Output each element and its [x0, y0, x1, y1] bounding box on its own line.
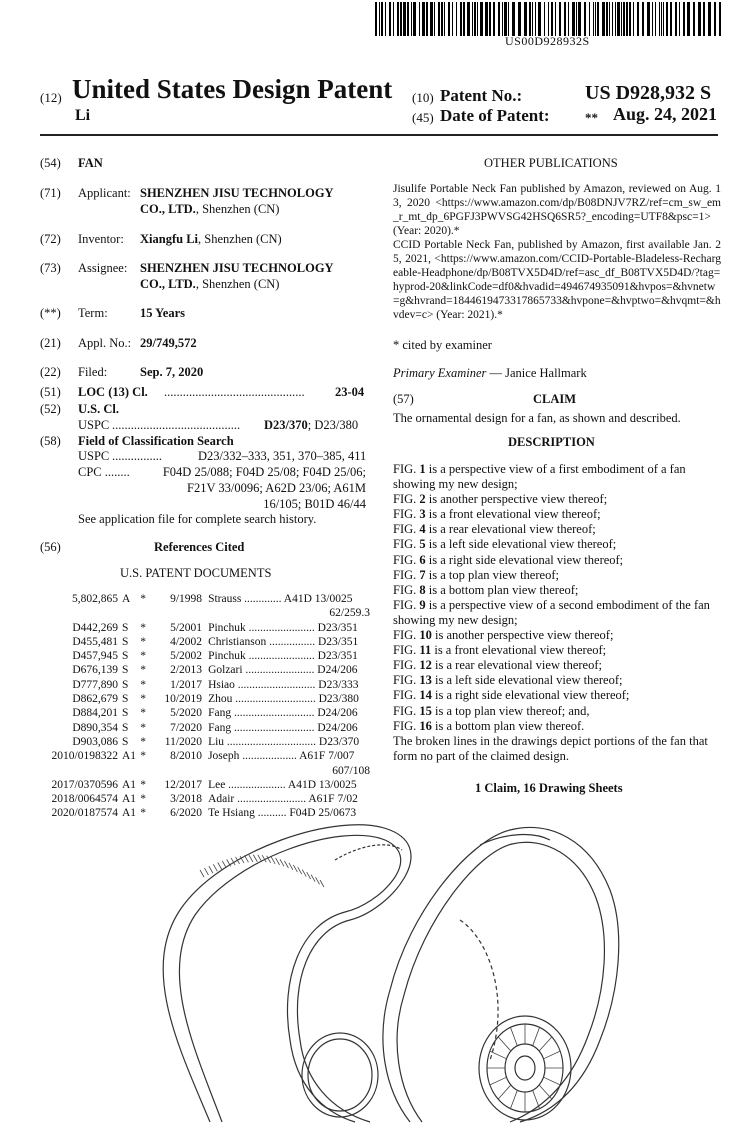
loc-value: 23-04 [335, 385, 365, 399]
reference-date: 3/2018 [170, 793, 203, 806]
reference-name: Te Hsiang .......... F04D 25/0673 [208, 807, 357, 820]
publication-2: CCID Portable Neck Fan, published by Amazon, first available Jan. 25, 2021, <https://www.amazon.com/CCID-Portable-Bladeless-Rechargeable-Headphone/dp/B08TVX5D4D/ref=asc_df_B08TVX5D4D/?tag=hyprod-20&linkCode=df0&hvadid=494674935091&hvpos=&hvnetw=g&hvrand=1844619473317865733&hvpone=&hvptwo=&hvqmt=&hvdev=c> (Year: 2021).* [393, 239, 721, 321]
reference-number: D890,354 [72, 721, 118, 734]
reference-star: * [140, 664, 146, 677]
reference-row [18, 635, 370, 649]
reference-kind: S [122, 621, 129, 634]
us-cl-label: U.S. Cl. [78, 402, 119, 416]
reference-name: Adair ........................ A61F 7/02 [208, 793, 358, 806]
reference-date: 5/2020 [170, 707, 203, 720]
claim-text: The ornamental design for a fan, as shown and described. [393, 411, 681, 425]
field-71-tag: (71) [40, 186, 61, 200]
reference-number: 5,802,865 [72, 593, 118, 605]
field-search-uspc-value: D23/332–333, 351, 370–385, 411 [198, 449, 367, 463]
reference-date: 5/2001 [170, 621, 203, 634]
us-cl-value: D23/370; D23/380 [264, 418, 359, 432]
loc-label: LOC (13) Cl. [78, 385, 148, 399]
reference-date: 11/2020 [164, 735, 203, 748]
reference-kind: A1 [122, 807, 137, 820]
neck-fan-drawing [140, 800, 660, 1125]
reference-date: 12/2017 [164, 778, 203, 791]
reference-number: D676,139 [72, 664, 118, 677]
figure-description: FIG. 13 is a left side elevational view thereof; [393, 673, 623, 688]
figure-description: FIG. 11 is a front elevational view thereof; [393, 643, 607, 658]
reference-number: D777,890 [72, 678, 118, 691]
reference-name: Fang ............................ D24/206 [208, 707, 358, 720]
search-history-note: See application file for complete search history. [78, 512, 317, 526]
reference-number: D884,201 [72, 707, 118, 720]
reference-row [18, 678, 370, 692]
field-72-tag: (72) [40, 232, 61, 246]
figure-description: FIG. 7 is a top plan view thereof; [393, 567, 559, 582]
figure-description: FIG. 14 is a right side elevational view thereof; [393, 688, 630, 703]
figure-description: FIG. 5 is a left side elevational view thereof; [393, 537, 617, 552]
reference-kind: S [122, 678, 129, 691]
figure-description: FIG. 1 is a perspective view of a first embodiment of a fan showing my new design; [393, 462, 686, 492]
reference-star: * [140, 735, 146, 748]
reference-name: Pinchuk ....................... D23/351 [208, 621, 358, 634]
us-patent-docs-heading: U.S. PATENT DOCUMENTS [120, 566, 272, 580]
barcode [375, 2, 722, 36]
patent-type-title: United States Design Patent [72, 74, 393, 104]
us-cl-dots: ......................................... [112, 418, 241, 432]
reference-number: 2010/0198322 [51, 750, 118, 763]
term-value: 15 Years [140, 306, 186, 320]
tag-10: (10) [412, 90, 434, 105]
reference-number: D903,086 [72, 735, 118, 748]
field-57-tag: (57) [393, 392, 414, 406]
field-search-uspc-label: USPC [78, 449, 110, 463]
reference-star: * [140, 593, 146, 605]
reference-star: * [140, 750, 146, 763]
reference-name: Golzari ........................ D24/206 [208, 664, 358, 677]
reference-date: 10/2019 [164, 693, 203, 706]
reference-name: Hsiao ........................... D23/333 [208, 678, 359, 691]
reference-date: 6/2020 [170, 807, 203, 820]
cpc-line-3: 16/105; B01D 46/44 [263, 497, 366, 511]
reference-date: 2/2013 [170, 664, 203, 677]
reference-star: * [140, 807, 146, 820]
applicant-label: Applicant: [78, 186, 131, 200]
filed-value: Sep. 7, 2020 [140, 365, 204, 379]
assignee-name: SHENZHEN JISU TECHNOLOGY [140, 261, 334, 275]
cpc-line-2: F21V 33/0096; A62D 23/06; A61M [187, 481, 366, 495]
other-publications-heading: OTHER PUBLICATIONS [484, 156, 618, 170]
assignee-label: Assignee: [78, 261, 128, 275]
reference-name: Fang ............................ D24/206 [208, 721, 358, 734]
reference-kind: S [122, 635, 129, 648]
cpc-line-1: F04D 25/088; F04D 25/08; F04D 25/06; [162, 465, 366, 479]
figure-description: FIG. 9 is a perspective view of a second embodiment of the fan showing my new design; [393, 597, 710, 627]
reference-number: 2018/0064574 [51, 793, 118, 806]
reference-row [18, 778, 370, 792]
field-52-tag: (52) [40, 402, 61, 416]
reference-kind: A [122, 593, 131, 605]
field-58-tag: (58) [40, 434, 61, 448]
references-table [18, 592, 370, 821]
applicant-line2: CO., LTD., Shenzhen (CN) [140, 202, 280, 216]
field-search-uspc-dots: ................ [112, 449, 162, 463]
figure-description: FIG. 2 is another perspective view thereof; [393, 492, 608, 507]
reference-date: 4/2002 [170, 635, 203, 648]
reference-date: 5/2002 [170, 650, 203, 663]
inventor-label: Inventor: [78, 232, 124, 246]
figure-description: FIG. 15 is a top plan view thereof; and, [393, 703, 590, 718]
reference-name: Zhou ............................ D23/380 [208, 693, 359, 706]
reference-star: * [140, 693, 146, 706]
reference-star: * [140, 621, 146, 634]
reference-name: Joseph ................... A61F 7/007 607/108 [208, 750, 370, 777]
reference-date: 1/2017 [170, 678, 203, 691]
description-heading: DESCRIPTION [508, 435, 595, 449]
reference-row [18, 663, 370, 677]
appl-no-value: 29/749,572 [140, 336, 197, 350]
reference-row [18, 721, 370, 735]
reference-row [18, 592, 370, 621]
reference-number: D862,679 [72, 693, 118, 706]
reference-name: Pinchuk ....................... D23/351 [208, 650, 358, 663]
date-stars: ** [585, 110, 598, 125]
term-tag: (**) [40, 306, 61, 320]
claims-sheets-count: 1 Claim, 16 Drawing Sheets [475, 781, 623, 795]
figure-description: FIG. 3 is a front elevational view thereof; [393, 507, 601, 522]
tag-45: (45) [412, 110, 434, 125]
field-search-cpc-label: CPC ........ [78, 465, 130, 479]
assignee-line2: CO., LTD., Shenzhen (CN) [140, 277, 280, 291]
reference-kind: S [122, 735, 129, 748]
reference-star: * [140, 778, 146, 791]
patent-no-label: Patent No.: [440, 86, 523, 105]
reference-kind: S [122, 650, 129, 663]
broken-lines-note: The broken lines in the drawings depict portions of the fan that form no part of the claimed design. [393, 733, 708, 763]
figure-description: FIG. 16 is a bottom plan view thereof. [393, 718, 585, 733]
figure-descriptions [393, 462, 723, 764]
reference-kind: S [122, 693, 129, 706]
tag-12: (12) [40, 90, 62, 105]
loc-dots: ............................................. [164, 385, 305, 399]
reference-name: Lee .................... A41D 13/0025 [208, 778, 357, 791]
barcode-number: US00D928932S [505, 34, 590, 48]
reference-date: 9/1998 [170, 593, 203, 605]
reference-row [18, 735, 370, 749]
design-title: FAN [78, 156, 103, 170]
field-73-tag: (73) [40, 261, 61, 275]
term-label: Term: [78, 306, 108, 320]
reference-kind: S [122, 707, 129, 720]
primary-examiner: Primary Examiner — Janice Hallmark [393, 366, 587, 380]
figure-description: FIG. 8 is a bottom plan view thereof; [393, 582, 579, 597]
reference-number: D455,481 [72, 635, 118, 648]
figure-description: FIG. 4 is a rear elevational view thereof; [393, 522, 596, 537]
reference-star: * [140, 707, 146, 720]
field-54-tag: (54) [40, 156, 61, 170]
reference-kind: A1 [122, 750, 137, 763]
reference-name: Strauss ............. A41D 13/0025 62/259.3 [208, 593, 370, 620]
date-value: Aug. 24, 2021 [613, 104, 718, 124]
patent-no-value: US D928,932 S [585, 82, 712, 104]
date-label: Date of Patent: [440, 106, 550, 125]
reference-star: * [140, 721, 146, 734]
reference-row [18, 706, 370, 720]
reference-number: D442,269 [72, 621, 118, 634]
field-51-tag: (51) [40, 385, 61, 399]
reference-star: * [140, 793, 146, 806]
reference-row [18, 692, 370, 706]
header-rule [40, 134, 718, 136]
reference-row [18, 749, 370, 778]
us-cl-uspc-label: USPC [78, 418, 110, 432]
reference-number: 2017/0370596 [51, 778, 118, 791]
other-publications [393, 182, 721, 322]
applicant-name: SHENZHEN JISU TECHNOLOGY [140, 186, 334, 200]
appl-no-label: Appl. No.: [78, 336, 132, 350]
reference-kind: A1 [122, 793, 137, 806]
field-search-label: Field of Classification Search [78, 434, 234, 448]
figure-description: FIG. 10 is another perspective view thereof; [393, 628, 614, 643]
reference-star: * [140, 650, 146, 663]
reference-kind: A1 [122, 778, 137, 791]
reference-row [18, 621, 370, 635]
references-cited-heading: References Cited [154, 540, 245, 554]
reference-star: * [140, 678, 146, 691]
reference-number: 2020/0187574 [51, 807, 118, 820]
reference-row [18, 649, 370, 663]
reference-date: 7/2020 [170, 721, 203, 734]
cited-by-examiner: * cited by examiner [393, 338, 492, 352]
publication-1: Jisulife Portable Neck Fan published by Amazon, reviewed on Aug. 13, 2020 <https://www.amazon.com/dp/B08DNJV7RZ/ref=cm_sw_em_r_mt_dp_6PGFJ3PWVSG42HSQ6SR5?_encoding=UTF8&psc=1> (Year: 2020).* [393, 183, 721, 237]
figure-description: FIG. 6 is a right side elevational view thereof; [393, 552, 624, 567]
reference-date: 8/2010 [170, 750, 203, 763]
reference-name: Christianson ................ D23/351 [208, 635, 359, 648]
reference-kind: S [122, 721, 129, 734]
reference-name: Liu ............................... D23/370 [208, 735, 360, 748]
reference-star: * [140, 635, 146, 648]
field-22-tag: (22) [40, 365, 61, 379]
claim-heading: CLAIM [533, 392, 577, 406]
inventor-surname: Li [75, 107, 91, 124]
field-21-tag: (21) [40, 336, 61, 350]
figure-description: FIG. 12 is a rear elevational view thereof; [393, 658, 602, 673]
reference-number: D457,945 [72, 650, 118, 663]
reference-kind: S [122, 664, 129, 677]
filed-label: Filed: [78, 365, 108, 379]
field-56-tag: (56) [40, 540, 61, 554]
inventor-name: Xiangfu Li, Shenzhen (CN) [140, 232, 282, 246]
